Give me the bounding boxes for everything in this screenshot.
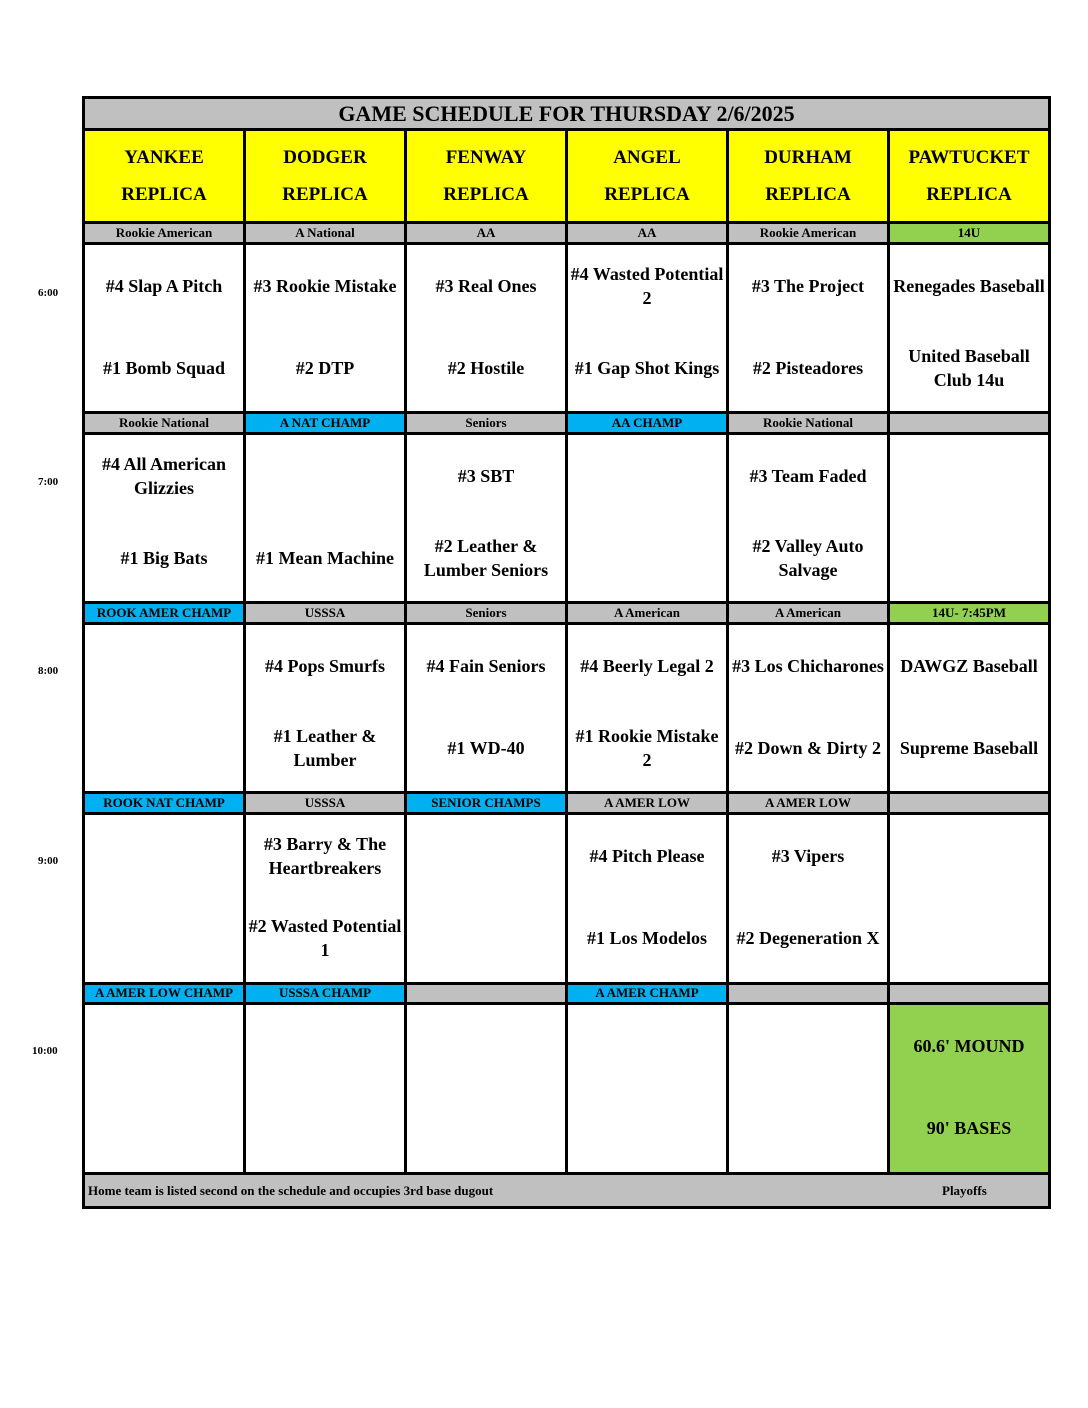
division-label: A AMER LOW	[728, 793, 889, 814]
venue-name: ANGEL	[613, 147, 681, 169]
home-team	[407, 1087, 565, 1169]
time-label: 10:00	[32, 1045, 58, 1057]
venue-subtitle: REPLICA	[765, 184, 851, 206]
venue-subtitle: REPLICA	[121, 184, 207, 206]
game-row	[84, 1004, 1050, 1173]
footer-row	[84, 1173, 1050, 1207]
division-label: A National	[245, 223, 406, 244]
home-team	[407, 897, 565, 979]
home-team: United Baseball Club 14u	[908, 345, 1030, 390]
game-cell	[567, 814, 728, 983]
venue-header	[245, 130, 406, 223]
game-cell	[406, 243, 567, 412]
away-team: 60.6' MOUND	[913, 1036, 1025, 1057]
game-cell	[889, 1004, 1050, 1173]
game-cell	[84, 623, 245, 792]
division-label: Rookie American	[728, 223, 889, 244]
division-label: Rookie American	[84, 223, 245, 244]
game-cell	[728, 243, 889, 412]
division-label: Seniors	[406, 413, 567, 434]
division-label: USSSA	[245, 793, 406, 814]
game-cell	[889, 814, 1050, 983]
game-cell	[406, 814, 567, 983]
division-row	[84, 793, 1050, 814]
time-label: 8:00	[38, 665, 59, 677]
division-label	[889, 413, 1050, 434]
division-label: AA	[567, 223, 728, 244]
venue-subtitle: REPLICA	[604, 184, 690, 206]
game-cell	[889, 623, 1050, 792]
home-team: #1 Gap Shot Kings	[574, 357, 720, 378]
time-label: 6:00	[38, 287, 59, 299]
footer-note: Home team is listed second on the schedule and occupies 3rd base dugout	[88, 1182, 494, 1198]
home-team	[890, 897, 1048, 979]
venue-subtitle: REPLICA	[443, 184, 529, 206]
home-team: #2 Valley Auto Salvage	[752, 535, 864, 580]
venue-name: YANKEE	[124, 147, 204, 169]
home-team: 90' BASES	[926, 1118, 1012, 1139]
home-team: #1 Los Modelos	[586, 928, 707, 949]
away-team	[407, 815, 565, 897]
game-cell	[567, 433, 728, 602]
division-row	[84, 603, 1050, 624]
venue-subtitle: REPLICA	[926, 184, 1012, 206]
division-label: ROOK NAT CHAMP	[84, 793, 245, 814]
division-label: A AMER LOW	[567, 793, 728, 814]
venue-header	[84, 130, 245, 223]
home-team: #2 DTP	[295, 357, 355, 378]
away-team: #4 Beerly Legal 2	[580, 655, 714, 676]
home-team: #2 Down & Dirty 2	[735, 737, 881, 758]
division-label: 14U- 7:45PM	[889, 603, 1050, 624]
division-label: Seniors	[406, 603, 567, 624]
away-team	[890, 815, 1048, 897]
home-team	[246, 1087, 404, 1169]
home-team: #1 Big Bats	[120, 547, 208, 568]
home-team: #2 Degeneration X	[736, 928, 880, 949]
division-label	[728, 983, 889, 1004]
game-cell	[728, 623, 889, 792]
home-team	[568, 1087, 726, 1169]
home-team	[85, 707, 243, 789]
division-label: SENIOR CHAMPS	[406, 793, 567, 814]
home-team: #1 WD-40	[447, 737, 525, 758]
game-cell	[728, 433, 889, 602]
game-cell	[84, 433, 245, 602]
home-team	[85, 897, 243, 979]
game-cell	[889, 433, 1050, 602]
away-team	[246, 435, 404, 517]
game-row	[84, 243, 1050, 412]
game-cell	[245, 814, 406, 983]
game-cell	[567, 1004, 728, 1173]
venue-header	[406, 130, 567, 223]
venue-header	[567, 130, 728, 223]
division-row	[84, 223, 1050, 244]
game-cell	[245, 433, 406, 602]
game-cell	[567, 623, 728, 792]
division-label	[406, 983, 567, 1004]
division-label: USSSA CHAMP	[245, 983, 406, 1004]
home-team: #1 Rookie Mistake 2	[575, 725, 719, 770]
away-team: #3 The Project	[751, 275, 865, 296]
home-team: #2 Leather & Lumber Seniors	[423, 535, 549, 580]
home-team: #1 Leather & Lumber	[273, 725, 377, 770]
playoffs-legend: Playoffs	[942, 1182, 987, 1198]
footer	[84, 1173, 1050, 1207]
time-label: 7:00	[38, 476, 59, 488]
venue-header	[889, 130, 1050, 223]
away-team: #3 Team Faded	[749, 465, 867, 486]
division-label: A NAT CHAMP	[245, 413, 406, 434]
division-row	[84, 983, 1050, 1004]
division-label: AA CHAMP	[567, 413, 728, 434]
home-team: #2 Pisteadores	[752, 357, 864, 378]
game-cell	[84, 1004, 245, 1173]
division-label: 14U	[889, 223, 1050, 244]
away-team: DAWGZ Baseball	[900, 655, 1038, 676]
away-team: #4 Pitch Please	[589, 846, 705, 867]
division-label: A American	[567, 603, 728, 624]
game-cell	[84, 814, 245, 983]
away-team: #4 Wasted Potential 2	[570, 263, 724, 308]
game-cell	[84, 243, 245, 412]
venue-name: PAWTUCKET	[908, 147, 1030, 169]
game-cell	[406, 623, 567, 792]
division-label: ROOK AMER CHAMP	[84, 603, 245, 624]
venue-header	[728, 130, 889, 223]
away-team: #4 All American Glizzies	[102, 453, 226, 498]
away-team	[568, 435, 726, 517]
page-title: GAME SCHEDULE FOR THURSDAY 2/6/2025	[84, 98, 1050, 130]
home-team: #2 Wasted Potential 1	[248, 916, 402, 961]
game-row	[84, 433, 1050, 602]
away-team: #4 Fain Seniors	[426, 655, 546, 676]
away-team: #4 Pops Smurfs	[264, 655, 385, 676]
game-cell	[245, 623, 406, 792]
venue-row	[84, 130, 1050, 223]
venue-subtitle: REPLICA	[282, 184, 368, 206]
home-team	[890, 517, 1048, 599]
home-team	[85, 1087, 243, 1169]
division-label	[889, 983, 1050, 1004]
game-cell	[406, 1004, 567, 1173]
game-cell	[728, 814, 889, 983]
away-team	[407, 1005, 565, 1087]
away-team	[890, 435, 1048, 517]
home-team: #1 Mean Machine	[256, 547, 394, 568]
venue-name: DODGER	[283, 147, 367, 169]
away-team	[85, 815, 243, 897]
away-team	[246, 1005, 404, 1087]
game-cell	[728, 1004, 889, 1173]
venue-name: FENWAY	[445, 147, 527, 169]
division-label: A American	[728, 603, 889, 624]
time-label: 9:00	[38, 855, 59, 867]
game-cell	[567, 243, 728, 412]
away-team	[85, 625, 243, 707]
game-cell	[245, 243, 406, 412]
home-team: Supreme Baseball	[899, 737, 1039, 758]
home-team	[568, 517, 726, 599]
away-team: #3 Real Ones	[435, 275, 537, 296]
away-team: #4 Slap A Pitch	[105, 275, 223, 296]
time-column	[0, 0, 80, 1408]
away-team: #3 Los Chicharones	[732, 655, 884, 676]
division-label: A AMER LOW CHAMP	[84, 983, 245, 1004]
game-cell	[245, 1004, 406, 1173]
away-team: Renegades Baseball	[893, 275, 1045, 296]
game-cell	[406, 433, 567, 602]
game-row	[84, 623, 1050, 792]
division-label: Rookie National	[728, 413, 889, 434]
venue-name: DURHAM	[764, 147, 852, 169]
away-team	[85, 1005, 243, 1087]
division-label: USSSA	[245, 603, 406, 624]
away-team	[568, 1005, 726, 1087]
home-team: #1 Bomb Squad	[102, 357, 226, 378]
division-label: A AMER CHAMP	[567, 983, 728, 1004]
game-row	[84, 814, 1050, 983]
home-team: #2 Hostile	[447, 357, 525, 378]
game-cell	[889, 243, 1050, 412]
away-team: #3 SBT	[457, 465, 515, 486]
away-team: #3 Vipers	[771, 846, 845, 867]
division-label	[889, 793, 1050, 814]
schedule-table	[82, 96, 1051, 1209]
division-label: Rookie National	[84, 413, 245, 434]
away-team	[729, 1005, 887, 1087]
away-team: #3 Barry & The Heartbreakers	[263, 834, 387, 879]
home-team	[729, 1087, 887, 1169]
division-label: AA	[406, 223, 567, 244]
division-row	[84, 413, 1050, 434]
away-team: #3 Rookie Mistake	[253, 275, 397, 296]
